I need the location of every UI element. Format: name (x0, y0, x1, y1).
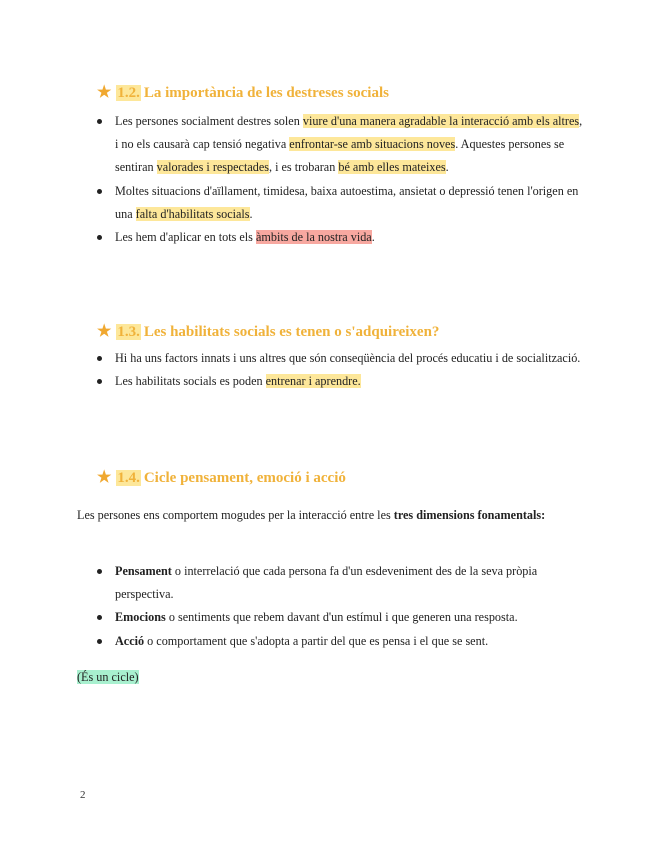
bullet-list-1-2 (96, 110, 586, 249)
bullet-text: Les habilitats socials es poden (115, 374, 266, 389)
bullet-item (96, 180, 586, 226)
dimension-item (96, 560, 586, 606)
dimension-description: o interrelació que cada persona fa d'un esdeveniment des de la seva pròpia perspectiva. (115, 564, 538, 602)
cycle-note-text: (És un cicle) (77, 670, 139, 684)
highlighted-text: àmbits de la nostra vida (255, 230, 372, 245)
bullet-item (96, 347, 586, 370)
page-number: 2 (80, 789, 86, 801)
highlighted-text: valorades i respectades (156, 160, 269, 175)
section-number: 1.3. (117, 324, 140, 340)
cycle-note (77, 666, 577, 689)
bullet-text: Moltes situacions d'aïllament, timidesa, baixa autoestima, ansietat o depressió tenen l'origen en una (115, 183, 579, 221)
star-icon: ★ (97, 469, 112, 486)
bullet-text: Hi ha uns factors innats i uns altres que són conseqüència del procés educatiu i de socialització. (115, 351, 581, 365)
dimension-description: o comportament que s'adopta a partir del que es pensa i el que se sent. (144, 633, 489, 648)
intro-paragraph (77, 504, 577, 527)
section-heading-1-3 (97, 321, 439, 341)
bullet-text: . (445, 160, 449, 175)
dimension-term: Acció (115, 633, 145, 648)
dimension-item (96, 606, 586, 629)
section-title: Les habilitats socials es tenen o s'adquireixen? (143, 324, 440, 340)
bullet-item (96, 370, 586, 393)
intro-bold: tres dimensions fonamentals: (393, 508, 546, 522)
bullet-item (96, 110, 586, 180)
bullet-text: Les persones socialment destres solen (115, 114, 303, 128)
intro-text: Les persones ens comportem mogudes per la interacció entre les (77, 508, 394, 522)
bullet-text: . (371, 230, 375, 245)
star-icon: ★ (97, 84, 112, 101)
highlighted-text: bé amb elles mateixes (338, 160, 446, 175)
section-title: Cicle pensament, emoció i acció (143, 470, 346, 486)
bullet-text: , i no els causarà cap tensió negativa (115, 114, 583, 152)
highlighted-text: entrenar i aprendre. (265, 374, 361, 389)
bullet-list-1-3 (96, 347, 586, 393)
dimension-term: Emocions (115, 610, 166, 625)
highlighted-text: falta d'habilitats socials (135, 206, 250, 221)
dimension-description: o sentiments que rebem davant d'un estímul i que generen una resposta. (165, 610, 518, 625)
section-heading-1-2 (97, 82, 389, 102)
section-number: 1.4. (117, 470, 140, 486)
highlighted-text: enfrontar-se amb situacions noves (289, 137, 456, 152)
bullet-item (96, 226, 586, 249)
bullet-text: . (249, 206, 253, 221)
dimensions-list (96, 560, 586, 653)
bullet-text: , i es trobaran (268, 160, 339, 175)
bullet-text: . Aquestes persones se sentiran (115, 137, 565, 175)
section-heading-1-4 (97, 467, 346, 487)
star-icon: ★ (97, 323, 112, 340)
highlighted-text: viure d'una manera agradable la interacció amb els altres (302, 114, 580, 128)
section-title: La importància de les destreses socials (143, 85, 389, 101)
bullet-text: Les hem d'aplicar en tots els (115, 230, 256, 245)
dimension-term: Pensament (115, 564, 172, 578)
section-number: 1.2. (117, 85, 140, 101)
dimension-item (96, 630, 586, 653)
